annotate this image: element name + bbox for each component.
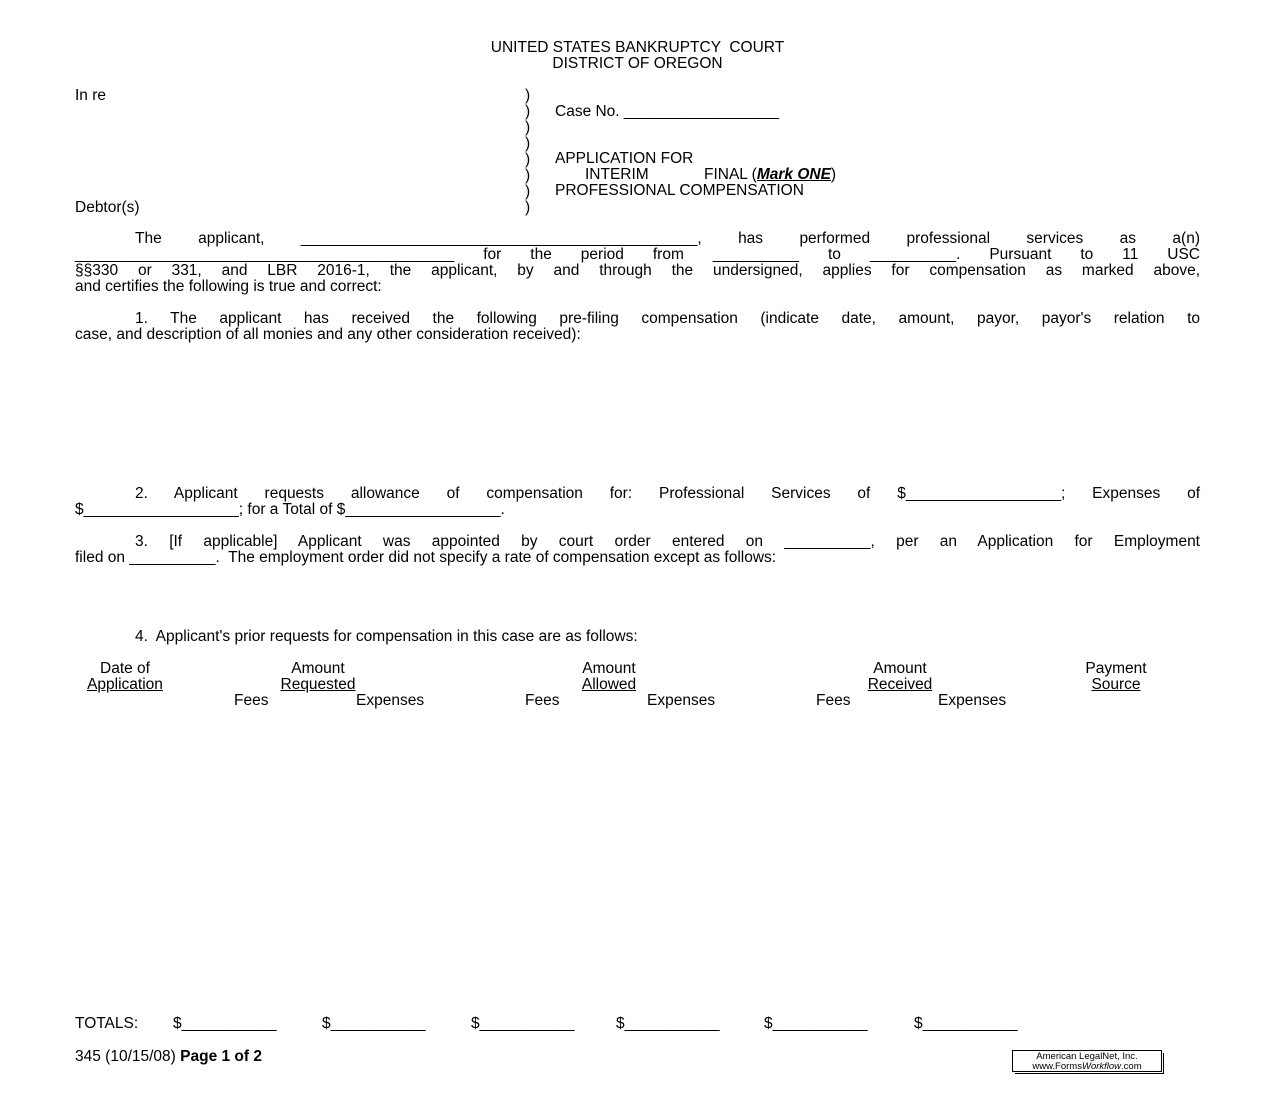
item-1-line-1: 1. The applicant has received the following pre-filing compensation (indicate date, amount, payor, payor's relation to — [135, 310, 1200, 327]
col-received-fees: Fees — [816, 692, 851, 709]
stamp-url-a: www.Forms — [1032, 1061, 1082, 1072]
debtor-label: Debtor(s) — [75, 199, 140, 216]
publisher-stamp — [1012, 1050, 1162, 1072]
caption-paren: ) — [525, 167, 531, 184]
close-paren: ) — [830, 166, 837, 183]
col-application-text: Application — [87, 676, 163, 693]
col-payment: Payment — [1085, 660, 1147, 677]
total-requested-fees[interactable]: $___________ — [173, 1015, 277, 1032]
application-for-label: APPLICATION FOR — [555, 150, 694, 167]
court-name: UNITED STATES BANKRUPTCY COURT — [490, 39, 785, 56]
col-amount-allowed: Amount — [582, 660, 636, 677]
item-3-line-2: filed on __________. The employment order did not specify a rate of compensation except as follows: — [75, 549, 777, 566]
form-number: 345 (10/15/08) — [75, 1048, 176, 1065]
col-requested-text: Requested — [280, 676, 356, 693]
col-allowed-expenses: Expenses — [647, 692, 716, 709]
col-requested-expenses: Expenses — [356, 692, 425, 709]
col-requested — [268, 677, 368, 693]
final-label: FINAL ( — [704, 166, 757, 183]
col-received-text: Received — [867, 676, 933, 693]
item-3-line-1: 3. [If applicable] Applicant was appointed by court order entered on __________, per an Application for Employment — [135, 533, 1200, 550]
col-allowed — [559, 677, 659, 693]
page-indicator: Page 1 of 2 — [180, 1048, 262, 1065]
item-4-line-1: 4. Applicant's prior requests for compensation in this case are as follows: — [135, 628, 638, 645]
totals-label: TOTALS: — [75, 1015, 139, 1032]
total-received-fees[interactable]: $___________ — [764, 1015, 868, 1032]
mark-one-label: Mark ONE — [756, 166, 831, 183]
intro-line-1: The applicant, ______________________________________________, has performed professional services as a(n) — [135, 230, 1200, 247]
col-amount-requested: Amount — [291, 660, 345, 677]
caption-paren: ) — [525, 151, 531, 168]
col-requested-fees: Fees — [234, 692, 269, 709]
caption-paren: ) — [525, 103, 531, 120]
interim-option[interactable]: INTERIM — [585, 166, 649, 183]
stamp-url-c: .com — [1121, 1061, 1142, 1072]
item-1-line-2: case, and description of all monies and any other consideration received): — [75, 326, 581, 343]
in-re-label: In re — [75, 87, 107, 104]
total-requested-expenses[interactable]: $___________ — [322, 1015, 426, 1032]
stamp-url-b: Workflow — [1081, 1061, 1122, 1072]
caption-paren: ) — [525, 183, 531, 200]
col-allowed-fees: Fees — [525, 692, 560, 709]
col-application — [75, 677, 175, 693]
total-allowed-expenses[interactable]: $___________ — [616, 1015, 720, 1032]
professional-compensation-label: PROFESSIONAL COMPENSATION — [555, 182, 804, 199]
col-received — [850, 677, 950, 693]
caption-paren: ) — [525, 135, 531, 152]
total-received-expenses[interactable]: $___________ — [914, 1015, 1018, 1032]
intro-line-3: §§330 or 331, and LBR 2016-1, the applicant, by and through the undersigned, applies for compensation as marked above, — [75, 262, 1200, 279]
item-2-line-2: $__________________; for a Total of $__________________. — [75, 501, 505, 518]
district-name: DISTRICT OF OREGON — [552, 55, 723, 72]
total-allowed-fees[interactable]: $___________ — [471, 1015, 575, 1032]
final-option[interactable] — [704, 167, 836, 183]
caption-paren: ) — [525, 119, 531, 136]
col-allowed-text: Allowed — [581, 676, 637, 693]
intro-line-2: ____________________________________________ for the period from __________ to __________. Pursuant to 11 USC — [75, 246, 1200, 263]
caption-paren: ) — [525, 87, 531, 104]
col-source — [1066, 677, 1166, 693]
col-received-expenses: Expenses — [938, 692, 1007, 709]
case-number-field[interactable]: Case No. __________________ — [555, 103, 780, 120]
intro-line-4: and certifies the following is true and correct: — [75, 278, 382, 295]
item-2-line-1: 2. Applicant requests allowance of compensation for: Professional Services of $__________________; Expenses of — [135, 485, 1200, 502]
form-footer — [75, 1049, 262, 1065]
stamp-line-1: American LegalNet, Inc. — [1036, 1051, 1138, 1062]
col-amount-received: Amount — [873, 660, 927, 677]
stamp-line-2 — [1016, 1062, 1158, 1072]
col-source-text: Source — [1091, 676, 1141, 693]
caption-paren: ) — [525, 199, 531, 216]
col-date-of: Date of — [100, 660, 150, 677]
